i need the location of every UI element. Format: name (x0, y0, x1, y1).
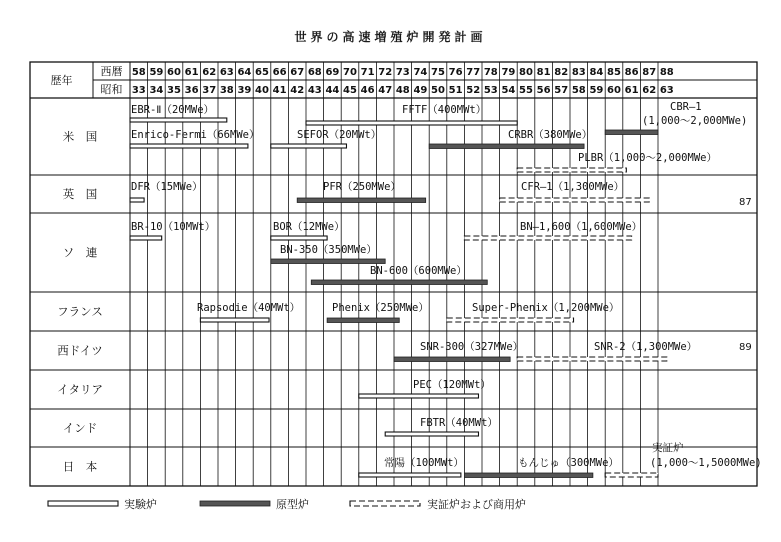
program-bar (271, 236, 327, 240)
program-label: EBR-Ⅱ（20MWe） (131, 104, 215, 116)
country-labels (57, 130, 103, 474)
western-year-tick: 68 (307, 67, 322, 78)
western-year-tick: 63 (219, 67, 234, 78)
showa-year-tick: 54 (501, 85, 516, 96)
showa-year-tick: 58 (571, 85, 586, 96)
western-year-tick: 65 (255, 67, 269, 78)
program-label: PFR（250MWe） (323, 181, 401, 193)
showa-year-tick: 41 (272, 85, 287, 96)
program-bars (130, 118, 667, 478)
program-label: FBTR（40MWt） (420, 417, 498, 429)
program-label: BR-10（10MWt） (131, 221, 216, 233)
showa-year-tick: 46 (360, 85, 375, 96)
program-bar (200, 318, 269, 322)
showa-year-tick: 47 (378, 85, 393, 96)
program-label: BN-600（600MWe） (370, 265, 467, 277)
showa-year-tick: 59 (589, 85, 604, 96)
program-bar (517, 168, 626, 172)
western-year-tick: 73 (395, 67, 410, 78)
program-labels (131, 101, 762, 469)
program-bar (447, 318, 574, 322)
country-label: フランス (57, 304, 103, 319)
western-year-tick: 81 (536, 67, 551, 78)
showa-year-tick: 40 (255, 85, 269, 96)
western-year-tick: 66 (272, 67, 287, 78)
showa-year-tick: 55 (519, 85, 533, 96)
western-year-tick: 78 (483, 67, 498, 78)
western-year-tick: 61 (184, 67, 199, 78)
showa-year-tick: 33 (131, 85, 146, 96)
western-year-tick: 67 (290, 67, 305, 78)
program-bar (271, 144, 347, 148)
country-label: インド (62, 421, 98, 435)
western-year-tick: 58 (131, 67, 146, 78)
end-year-note: 87 (739, 197, 752, 208)
western-year-tick: 85 (607, 67, 621, 78)
legend-swatch-prototype (200, 501, 270, 506)
legend-swatch-experimental (48, 501, 118, 506)
era-label: 歴年 (50, 74, 73, 87)
legend-swatch-demo_commercial (350, 501, 420, 506)
program-bar (605, 130, 658, 135)
program-label: PEC（120MWt） (413, 379, 491, 391)
program-bar (306, 121, 517, 125)
program-bar (130, 118, 227, 122)
program-label: (1,000～1,5000MWe) (650, 457, 762, 469)
program-label: CRBR（380MWe） (508, 129, 593, 141)
program-label: FFTF（400MWt） (402, 104, 487, 116)
western-year-tick: 88 (659, 67, 674, 78)
program-label: BOR（12MWe） (273, 221, 345, 233)
country-label: ソ 連 (62, 245, 98, 260)
showa-label: 昭和 (100, 83, 123, 96)
western-year-tick: 70 (343, 67, 357, 78)
program-label: 実証炉 (652, 442, 684, 454)
legend-label-prototype: 原型炉 (276, 498, 309, 511)
western-year-tick: 74 (413, 67, 428, 78)
program-bar (605, 473, 658, 477)
program-bar (327, 318, 399, 323)
western-year-tick: 84 (589, 67, 604, 78)
diagram-title: 世界の高速増殖炉開発計画 (294, 30, 487, 44)
program-label: Enrico-Fermi（66MWe） (131, 129, 260, 141)
western-label: 西暦 (100, 65, 123, 78)
program-label: SEFOR（20MWt） (297, 129, 382, 141)
program-label: SNR-2（1,300MWe） (594, 341, 698, 353)
western-year-tick: 60 (167, 67, 181, 78)
program-label: (1,000～2,000MWe) (642, 115, 748, 127)
legend-label-demo_commercial: 実証炉および商用炉 (427, 498, 526, 511)
end-year-note: 89 (739, 342, 752, 353)
program-bar (394, 357, 510, 362)
program-bar (130, 198, 144, 202)
western-year-tick: 59 (149, 67, 164, 78)
showa-year-tick: 34 (149, 85, 164, 96)
program-bar (359, 473, 461, 477)
western-year-tick: 75 (431, 67, 445, 78)
showa-year-tick: 35 (167, 85, 181, 96)
program-bar (130, 144, 248, 148)
showa-year-tick: 42 (290, 85, 305, 96)
program-label: PLBR（1,000～2,000MWe） (578, 152, 717, 164)
country-label: 米 国 (62, 129, 98, 144)
western-year-tick: 69 (325, 67, 340, 78)
program-label: CBR—1 (670, 101, 702, 113)
western-year-tick: 87 (642, 67, 657, 78)
showa-year-tick: 44 (325, 85, 340, 96)
western-year-tick: 82 (554, 67, 569, 78)
showa-year-tick: 39 (237, 85, 252, 96)
showa-year-tick: 50 (431, 85, 445, 96)
program-bar (517, 357, 667, 361)
showa-year-tick: 43 (307, 85, 322, 96)
showa-year-tick: 52 (466, 85, 481, 96)
showa-year-tick: 51 (448, 85, 463, 96)
showa-year-tick: 60 (607, 85, 621, 96)
program-bar (385, 432, 478, 436)
program-label: BN-350（350MWe） (280, 244, 377, 256)
western-year-tick: 77 (466, 67, 481, 78)
program-label: Phenix（250MWe） (332, 302, 429, 314)
program-bar (297, 198, 425, 203)
western-year-tick: 72 (378, 67, 393, 78)
showa-year-tick: 53 (483, 85, 498, 96)
program-bar (429, 144, 584, 149)
western-year-tick: 71 (360, 67, 375, 78)
showa-year-tick: 36 (184, 85, 199, 96)
program-label: 常陽（100MWt） (384, 457, 464, 469)
program-bar (464, 473, 592, 478)
showa-year-tick: 45 (343, 85, 357, 96)
western-year-tick: 79 (501, 67, 516, 78)
showa-year-tick: 56 (536, 85, 551, 96)
program-label: DFR（15MWe） (131, 181, 203, 193)
showa-year-tick: 37 (202, 85, 217, 96)
showa-year-tick: 63 (659, 85, 674, 96)
western-year-tick: 76 (448, 67, 463, 78)
program-bar (359, 394, 479, 398)
program-bar (271, 259, 385, 264)
western-year-tick: 64 (237, 67, 252, 78)
western-year-tick: 80 (519, 67, 533, 78)
program-bar (464, 236, 631, 240)
western-year-tick: 86 (624, 67, 639, 78)
program-bar (500, 198, 650, 202)
legend (48, 497, 526, 511)
showa-year-tick: 49 (413, 85, 428, 96)
showa-year-tick: 38 (219, 85, 234, 96)
country-label: 西ドイツ (57, 343, 103, 358)
program-label: BN—1,600（1,600MWe） (520, 221, 643, 233)
country-label: イタリア (57, 382, 103, 397)
program-bar (311, 280, 487, 285)
country-label: 日 本 (62, 459, 98, 474)
program-bar (130, 236, 162, 240)
showa-year-tick: 61 (624, 85, 639, 96)
program-label: CFR—1（1,300MWe） (521, 181, 625, 193)
showa-year-tick: 62 (642, 85, 657, 96)
showa-year-tick: 48 (395, 85, 410, 96)
western-year-tick: 83 (571, 67, 586, 78)
showa-year-tick: 57 (554, 85, 569, 96)
program-label: Rapsodie（40MWt） (197, 302, 301, 314)
legend-label-experimental: 実験炉 (124, 498, 157, 511)
country-label: 英 国 (62, 187, 98, 201)
program-label: もんじゅ（300MWe） (518, 457, 619, 469)
program-label: SNR-300（327MWe） (420, 341, 524, 353)
program-label: Super-Phenix（1,200MWe） (472, 302, 620, 314)
western-year-tick: 62 (202, 67, 217, 78)
